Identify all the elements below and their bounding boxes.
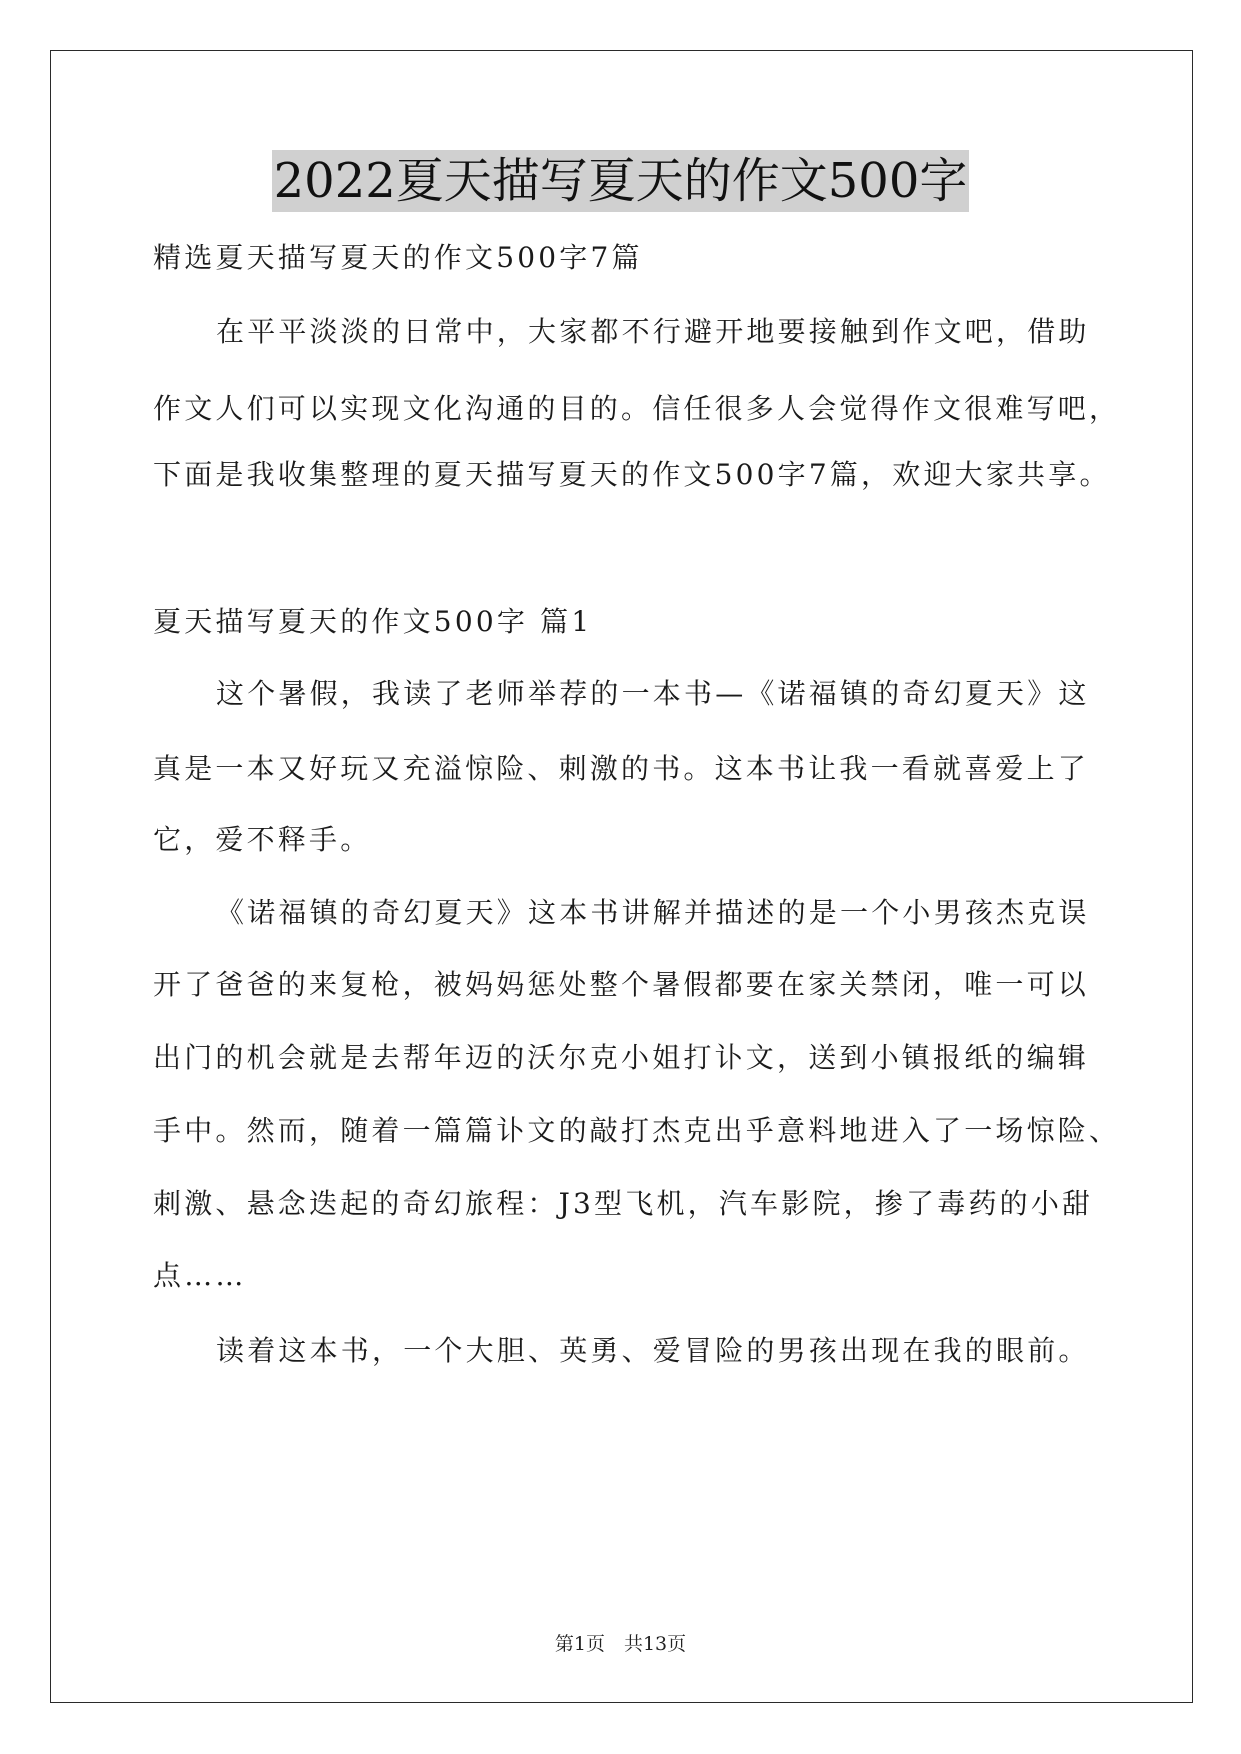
paragraph-line: 手中。然而，随着一篇篇讣文的敲打杰克出乎意料地进入了一场惊险、 [153,1114,1121,1147]
paragraph-line: 读着这本书，一个大胆、英勇、爱冒险的男孩出现在我的眼前。 [216,1334,1090,1367]
paragraph-line: 《诺福镇的奇幻夏天》这本书讲解并描述的是一个小男孩杰克误 [216,896,1090,929]
paragraph-line: 这个暑假，我读了老师举荐的一本书—《诺福镇的奇幻夏天》这 [216,677,1090,710]
document-title: 2022夏天描写夏天的作文500字 [272,150,970,212]
paragraph-line: 下面是我收集整理的夏天描写夏天的作文500字7篇，欢迎大家共享。 [153,458,1111,491]
title-container [0,150,1241,212]
section-heading: 夏天描写夏天的作文500字 篇1 [153,605,593,638]
page-border [50,50,1193,1703]
paragraph-line: 它，爱不释手。 [153,823,372,856]
page-number: 第1页 共13页 [554,1633,687,1655]
paragraph-line: 出门的机会就是去帮年迈的沃尔克小姐打讣文，送到小镇报纸的编辑 [153,1041,1090,1074]
paragraph-line: 作文人们可以实现文化沟通的目的。信任很多人会觉得作文很难写吧， [153,392,1121,425]
paragraph-line: 开了爸爸的来复枪，被妈妈惩处整个暑假都要在家关禁闭，唯一可以 [153,968,1090,1001]
paragraph-line: 点…… [153,1259,247,1292]
paragraph-line: 在平平淡淡的日常中，大家都不行避开地要接触到作文吧，借助 [216,315,1090,348]
subtitle-line: 精选夏天描写夏天的作文500字7篇 [153,241,643,274]
paragraph-line: 真是一本又好玩又充溢惊险、刺激的书。这本书让我一看就喜爱上了 [153,752,1090,785]
paragraph-line: 刺激、悬念迭起的奇幻旅程：J3型飞机，汽车影院，掺了毒药的小甜 [153,1187,1094,1220]
